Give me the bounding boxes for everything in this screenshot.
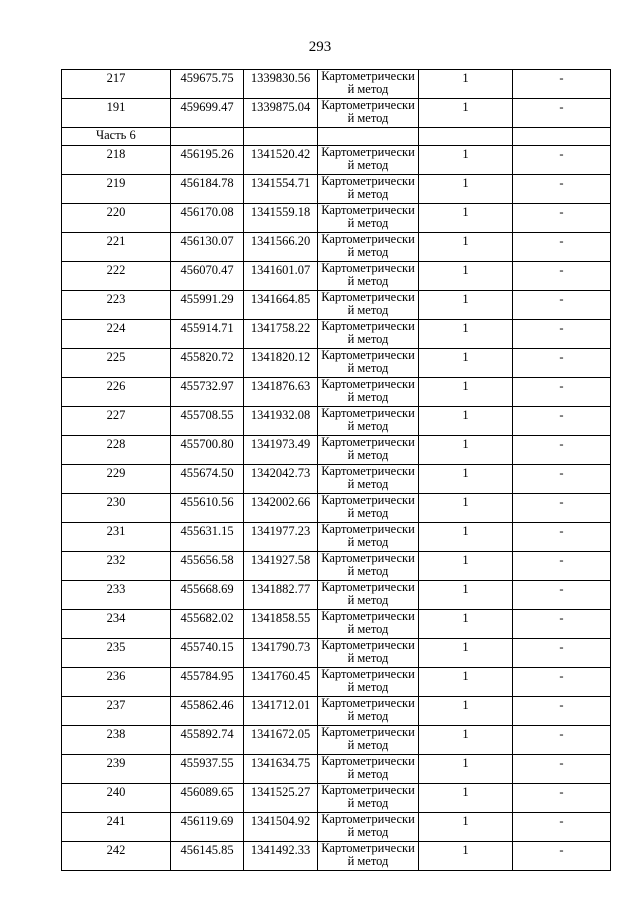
accuracy-value: 1 [419,784,513,813]
method-line2: й метод [347,477,389,491]
note-value: - [513,523,611,552]
coordinate-y: 1341820.12 [244,349,318,378]
note-value: - [513,639,611,668]
coordinate-y: 1341634.75 [244,755,318,784]
coordinates-table [61,69,611,871]
method-line1: Картометрически [321,783,415,797]
method-line2: й метод [347,506,389,520]
note-value: - [513,175,611,204]
method-line1: Картометрически [321,522,415,536]
point-number: 230 [62,494,171,523]
note-value: - [513,465,611,494]
table-row [62,552,611,581]
note-value: - [513,552,611,581]
table-row [62,668,611,697]
note-value: - [513,668,611,697]
point-number: 191 [62,99,171,128]
method-line2: й метод [347,622,389,636]
coordinate-y: 1341973.49 [244,436,318,465]
coordinate-y: 1341601.07 [244,262,318,291]
coordinate-y: 1341712.01 [244,697,318,726]
coordinate-x: 455610.56 [171,494,244,523]
coordinate-y: 1341927.58 [244,552,318,581]
point-number: 224 [62,320,171,349]
note-value: - [513,407,611,436]
empty-cell [419,128,513,146]
note-value: - [513,494,611,523]
method-line1: Картометрически [321,174,415,188]
coordinate-x: 456119.69 [171,813,244,842]
coordinate-x: 455700.80 [171,436,244,465]
coordinate-x: 456070.47 [171,262,244,291]
method-line2: й метод [347,274,389,288]
method-cell [318,378,419,407]
coordinate-x: 456195.26 [171,146,244,175]
coordinate-y: 1341790.73 [244,639,318,668]
method-line1: Картометрически [321,841,415,855]
table-row [62,320,611,349]
method-line2: й метод [347,158,389,172]
method-line2: й метод [347,216,389,230]
method-line1: Картометрически [321,203,415,217]
coordinate-y: 1341672.05 [244,726,318,755]
method-line2: й метод [347,738,389,752]
method-cell [318,581,419,610]
point-number: 232 [62,552,171,581]
coordinate-x: 455740.15 [171,639,244,668]
accuracy-value: 1 [419,70,513,99]
method-line1: Картометрически [321,406,415,420]
accuracy-value: 1 [419,204,513,233]
method-line2: й метод [347,535,389,549]
coordinate-y: 1341758.22 [244,320,318,349]
method-line2: й метод [347,767,389,781]
method-line1: Картометрически [321,377,415,391]
coordinate-x: 455820.72 [171,349,244,378]
coordinate-x: 455674.50 [171,465,244,494]
coordinate-x: 455937.55 [171,755,244,784]
point-number: 219 [62,175,171,204]
method-cell [318,175,419,204]
method-line1: Картометрически [321,435,415,449]
coordinate-y: 1341566.20 [244,233,318,262]
point-number: 221 [62,233,171,262]
coordinate-y: 1341977.23 [244,523,318,552]
method-cell [318,146,419,175]
table-row [62,175,611,204]
coordinate-y: 1341504.92 [244,813,318,842]
accuracy-value: 1 [419,262,513,291]
point-number: 231 [62,523,171,552]
method-line2: й метод [347,332,389,346]
note-value: - [513,813,611,842]
method-line2: й метод [347,303,389,317]
coordinate-x: 455784.95 [171,668,244,697]
method-line1: Картометрически [321,667,415,681]
method-cell [318,99,419,128]
method-cell [318,552,419,581]
accuracy-value: 1 [419,755,513,784]
table-row [62,755,611,784]
coordinate-x: 455656.58 [171,552,244,581]
table-row [62,494,611,523]
accuracy-value: 1 [419,523,513,552]
coordinate-y: 1339830.56 [244,70,318,99]
coordinate-x: 456184.78 [171,175,244,204]
point-number: 241 [62,813,171,842]
accuracy-value: 1 [419,668,513,697]
method-line2: й метод [347,564,389,578]
method-cell [318,784,419,813]
table-row [62,99,611,128]
page-number: 293 [308,39,332,55]
coordinate-x: 456089.65 [171,784,244,813]
method-line1: Картометрически [321,580,415,594]
table-row [62,70,611,99]
note-value: - [513,726,611,755]
method-cell [318,70,419,99]
point-number: 229 [62,465,171,494]
empty-cell [318,128,419,146]
point-number: 235 [62,639,171,668]
table-row [62,407,611,436]
method-cell [318,291,419,320]
method-cell [318,349,419,378]
accuracy-value: 1 [419,175,513,204]
method-line1: Картометрически [321,638,415,652]
method-line2: й метод [347,825,389,839]
note-value: - [513,291,611,320]
note-value: - [513,378,611,407]
method-line2: й метод [347,245,389,259]
accuracy-value: 1 [419,233,513,262]
table-row [62,813,611,842]
note-value: - [513,842,611,871]
accuracy-value: 1 [419,552,513,581]
table-row [62,436,611,465]
note-value: - [513,70,611,99]
table-row [62,639,611,668]
coordinate-y: 1341882.77 [244,581,318,610]
method-line1: Картометрически [321,812,415,826]
method-line1: Картометрически [321,348,415,362]
accuracy-value: 1 [419,349,513,378]
coordinate-y: 1341520.42 [244,146,318,175]
method-line2: й метод [347,390,389,404]
point-number: 236 [62,668,171,697]
point-number: 237 [62,697,171,726]
method-line1: Картометрически [321,551,415,565]
coordinate-x: 455708.55 [171,407,244,436]
method-cell [318,204,419,233]
method-cell [318,320,419,349]
table-row [62,349,611,378]
accuracy-value: 1 [419,610,513,639]
accuracy-value: 1 [419,378,513,407]
table-row [62,523,611,552]
table-row [62,465,611,494]
coordinate-y: 1341932.08 [244,407,318,436]
coordinate-y: 1341876.63 [244,378,318,407]
method-line2: й метод [347,709,389,723]
coordinate-y: 1342002.66 [244,494,318,523]
accuracy-value: 1 [419,407,513,436]
accuracy-value: 1 [419,813,513,842]
coordinate-y: 1341559.18 [244,204,318,233]
method-line2: й метод [347,111,389,125]
coordinate-x: 455682.02 [171,610,244,639]
empty-cell [244,128,318,146]
note-value: - [513,204,611,233]
point-number: 228 [62,436,171,465]
method-line2: й метод [347,796,389,810]
coordinate-y: 1341492.33 [244,842,318,871]
table-row [62,262,611,291]
accuracy-value: 1 [419,581,513,610]
point-number: 220 [62,204,171,233]
note-value: - [513,610,611,639]
coordinate-x: 455991.29 [171,291,244,320]
method-line2: й метод [347,680,389,694]
coordinate-x: 455732.97 [171,378,244,407]
coordinate-y: 1341760.45 [244,668,318,697]
method-line2: й метод [347,187,389,201]
method-cell [318,233,419,262]
point-number: 226 [62,378,171,407]
method-line2: й метод [347,361,389,375]
coordinate-y: 1339875.04 [244,99,318,128]
method-line2: й метод [347,448,389,462]
method-line1: Картометрически [321,609,415,623]
method-line2: й метод [347,419,389,433]
method-line2: й метод [347,593,389,607]
point-number: 217 [62,70,171,99]
method-cell [318,813,419,842]
method-cell [318,494,419,523]
method-cell [318,436,419,465]
coordinate-x: 455914.71 [171,320,244,349]
method-line1: Картометрически [321,290,415,304]
note-value: - [513,99,611,128]
table-row [62,233,611,262]
coordinate-y: 1341858.55 [244,610,318,639]
method-cell [318,668,419,697]
accuracy-value: 1 [419,320,513,349]
table-row [62,581,611,610]
part-row [62,128,611,146]
method-cell [318,639,419,668]
coordinate-y: 1342042.73 [244,465,318,494]
accuracy-value: 1 [419,842,513,871]
method-cell [318,755,419,784]
coordinate-y: 1341525.27 [244,784,318,813]
method-cell [318,262,419,291]
accuracy-value: 1 [419,465,513,494]
point-number: 240 [62,784,171,813]
note-value: - [513,233,611,262]
coordinate-x: 456145.85 [171,842,244,871]
accuracy-value: 1 [419,697,513,726]
empty-cell [171,128,244,146]
coordinate-x: 455631.15 [171,523,244,552]
table-row [62,291,611,320]
method-line1: Картометрически [321,754,415,768]
method-cell [318,523,419,552]
method-cell [318,726,419,755]
coordinate-x: 456170.08 [171,204,244,233]
table-row [62,842,611,871]
method-line1: Картометрически [321,69,415,83]
method-line1: Картометрически [321,493,415,507]
accuracy-value: 1 [419,494,513,523]
coordinate-y: 1341664.85 [244,291,318,320]
note-value: - [513,146,611,175]
method-line1: Картометрически [321,98,415,112]
point-number: 239 [62,755,171,784]
point-number: 234 [62,610,171,639]
note-value: - [513,320,611,349]
table-body-top [62,70,611,128]
table-row [62,378,611,407]
accuracy-value: 1 [419,639,513,668]
point-number: 238 [62,726,171,755]
coordinate-x: 455892.74 [171,726,244,755]
table-row [62,697,611,726]
part-label: Часть 6 [62,128,171,146]
table-row [62,726,611,755]
point-number: 242 [62,842,171,871]
note-value: - [513,784,611,813]
accuracy-value: 1 [419,99,513,128]
note-value: - [513,349,611,378]
method-cell [318,842,419,871]
table-row [62,204,611,233]
method-line1: Картометрически [321,464,415,478]
method-cell [318,465,419,494]
coordinate-x: 455668.69 [171,581,244,610]
part-header [62,128,611,146]
accuracy-value: 1 [419,291,513,320]
table-row [62,610,611,639]
note-value: - [513,755,611,784]
method-line1: Картометрически [321,319,415,333]
method-line2: й метод [347,854,389,868]
note-value: - [513,697,611,726]
coordinate-x: 459675.75 [171,70,244,99]
note-value: - [513,581,611,610]
table-row [62,146,611,175]
method-line1: Картометрически [321,725,415,739]
point-number: 218 [62,146,171,175]
accuracy-value: 1 [419,146,513,175]
method-line1: Картометрически [321,232,415,246]
accuracy-value: 1 [419,726,513,755]
point-number: 223 [62,291,171,320]
coordinate-y: 1341554.71 [244,175,318,204]
accuracy-value: 1 [419,436,513,465]
point-number: 227 [62,407,171,436]
coordinate-x: 455862.46 [171,697,244,726]
note-value: - [513,436,611,465]
note-value: - [513,262,611,291]
method-line1: Картометрически [321,261,415,275]
method-line1: Картометрически [321,696,415,710]
empty-cell [513,128,611,146]
table-row [62,784,611,813]
point-number: 233 [62,581,171,610]
method-cell [318,407,419,436]
method-line1: Картометрически [321,145,415,159]
method-line2: й метод [347,651,389,665]
method-line2: й метод [347,82,389,96]
point-number: 225 [62,349,171,378]
method-cell [318,697,419,726]
point-number: 222 [62,262,171,291]
method-cell [318,610,419,639]
coordinate-x: 456130.07 [171,233,244,262]
table-body-part [62,146,611,871]
coordinate-x: 459699.47 [171,99,244,128]
